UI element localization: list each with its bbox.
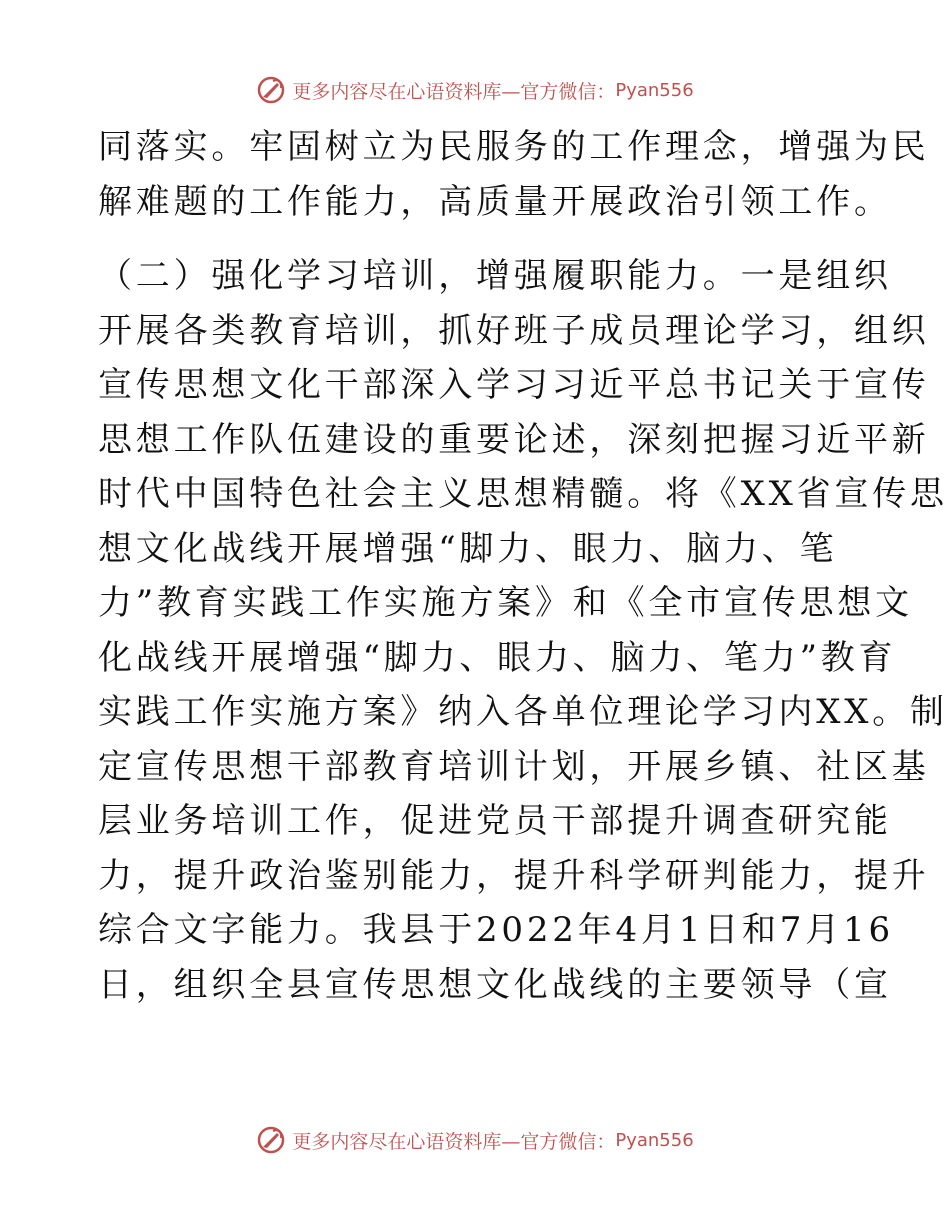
text-line: 想文化战线开展增强“脚力、眼力、脑力、笔 <box>98 528 838 569</box>
watermark-text: 更多内容尽在心语资料库—官方微信： <box>292 1130 616 1153</box>
text-line: 力”教育实践工作实施方案》和《全市宣传思想文 <box>98 583 913 623</box>
body-text <box>98 120 948 1012</box>
text-line: 宣传思想文化干部深入学习习近平总书记关于宣传 <box>98 365 930 405</box>
text-line: 解难题的工作能力，高质量开展政治引领工作。 <box>98 181 892 222</box>
quill-seal-icon <box>256 75 286 105</box>
text-line: 时代中国特色社会主义思想精髓。将《XX省宣传思 <box>98 474 948 514</box>
text-line: 实践工作实施方案》纳入各单位理论学习内XX。制 <box>98 692 948 732</box>
header-watermark <box>0 70 950 110</box>
text-line: 日，组织全县宣传思想文化战线的主要领导（宣 <box>98 964 892 1005</box>
section-heading-line: （二）强化学习培训，增强履职能力。一是组织 <box>98 256 892 296</box>
watermark-wechat-id: Pyan556 <box>615 1129 694 1151</box>
text-line: 同落实。牢固树立为民服务的工作理念，增强为民 <box>98 127 930 167</box>
footer-watermark <box>0 1120 950 1160</box>
text-line: 开展各类教育培训，抓好班子成员理论学习，组织 <box>98 310 930 351</box>
watermark-wechat-id: Pyan556 <box>615 79 694 101</box>
text-line: 化战线开展增强“脚力、眼力、脑力、笔力”教育 <box>98 637 897 678</box>
watermark-text: 更多内容尽在心语资料库—官方微信： <box>292 80 616 103</box>
text-line: 层业务培训工作，促进党员干部提升调查研究能 <box>98 801 892 841</box>
text-line: 力，提升政治鉴别能力，提升科学研判能力，提升 <box>98 855 930 896</box>
quill-seal-icon <box>256 1125 286 1155</box>
text-line: 综合文字能力。我县于2022年4月1日和7月16 <box>98 910 894 950</box>
text-line: 思想工作队伍建设的重要论述，深刻把握习近平新 <box>98 419 930 460</box>
text-line: 定宣传思想干部教育培训计划，开展乡镇、社区基 <box>98 746 930 787</box>
